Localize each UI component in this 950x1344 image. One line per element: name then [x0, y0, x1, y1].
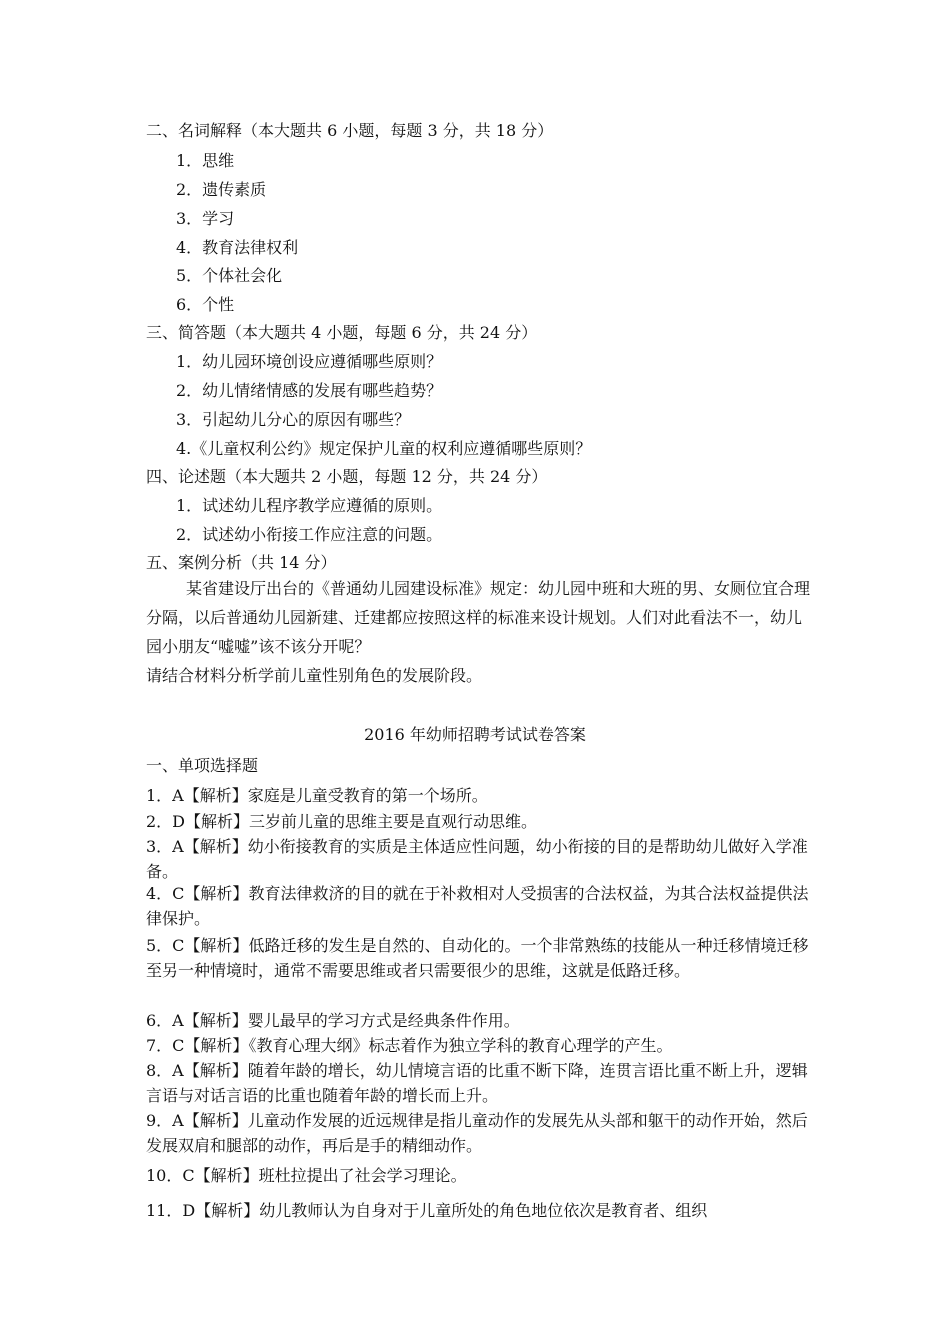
section-2-heading: 二、名词解释（本大题共 6 小题，每题 3 分，共 18 分）	[146, 121, 554, 140]
answer-text: 《教育心理大纲》标志着作为独立学科的教育心理学的产生。	[248, 1036, 673, 1055]
section-5-heading: 五、案例分析（共 14 分）	[146, 553, 337, 572]
answer-item	[146, 881, 811, 931]
answer-text: 婴儿最早的学习方式是经典条件作用。	[247, 1011, 520, 1030]
answer-prefix: 6．A【解析】	[146, 1011, 248, 1030]
answer-prefix: 3．A【解析】	[146, 837, 248, 856]
section-3-item: 2．幼儿情绪情感的发展有哪些趋势？	[176, 381, 443, 400]
answer-text: 三岁前儿童的思维主要是直观行动思维。	[249, 812, 538, 831]
case-question: 请结合材料分析学前儿童性别角色的发展阶段。	[146, 666, 483, 685]
answer-prefix: 9．A【解析】	[146, 1111, 248, 1130]
section-3-heading: 三、简答题（本大题共 4 小题，每题 6 分，共 24 分）	[146, 323, 538, 342]
answer-text: 幼小衔接教育的实质是主体适应性问题，幼小衔接的目的是帮助幼儿做好入学准备。	[146, 837, 808, 881]
section-2-item: 4．教育法律权利	[176, 238, 299, 257]
answer-item	[146, 1008, 811, 1033]
section-3-item: 4.《儿童权利公约》规定保护儿童的权利应遵循哪些原则？	[176, 439, 592, 458]
answer-text: 家庭是儿童受教育的第一个场所。	[247, 786, 488, 805]
section-4-heading: 四、论述题（本大题共 2 小题，每题 12 分，共 24 分）	[146, 467, 548, 486]
answer-item	[146, 1198, 811, 1223]
case-text: 某省建设厅出台的《普通幼儿园建设标准》规定：幼儿园中班和大班的男、女厕位宜合理分隔，以后普通幼儿园新建、迁建都应按照这样的标准来设计规划。人们对此看法不一，幼儿园小朋友“嘘嘘”该不该分开呢？	[146, 579, 811, 656]
answer-text: 班杜拉提出了社会学习理论。	[258, 1166, 467, 1185]
answer-prefix: 10．C【解析】	[146, 1166, 259, 1185]
section-2-item: 6．个性	[176, 295, 235, 314]
answer-text: 低路迁移的发生是自然的、自动化的。一个非常熟练的技能从一种迁移情境迁移至另一种情境时，通常不需要思维或者只需要很少的思维，这就是低路迁移。	[146, 936, 809, 980]
answer-item	[146, 809, 811, 834]
answer-text: 随着年龄的增长，幼儿情境言语的比重不断下降，连贯言语比重不断上升，逻辑言语与对话言语的比重也随着年龄的增长而上升。	[146, 1061, 808, 1105]
answer-item	[146, 1108, 811, 1158]
answer-prefix: 1．A【解析】	[146, 786, 248, 805]
section-3-item: 1．幼儿园环境创设应遵循哪些原则？	[176, 352, 443, 371]
answer-prefix: 11．D【解析】	[146, 1201, 260, 1220]
answer-prefix: 4．C【解析】	[146, 884, 249, 903]
section-2-item: 2．遗传素质	[176, 180, 267, 199]
section-2-item: 5．个体社会化	[176, 266, 283, 285]
section-4-item: 2．试述幼小衔接工作应注意的问题。	[176, 525, 443, 544]
section-2-item: 1．思维	[176, 151, 235, 170]
answer-prefix: 8．A【解析】	[146, 1061, 248, 1080]
answer-prefix: 7．C【解析】	[146, 1036, 249, 1055]
answers-title: 2016 年幼师招聘考试试卷答案	[364, 725, 586, 744]
answer-text: 幼儿教师认为自身对于儿童所处的角色地位依次是教育者、组织	[259, 1201, 708, 1220]
answer-item	[146, 1033, 811, 1058]
answer-text: 教育法律救济的目的就在于补救相对人受损害的合法权益，为其合法权益提供法律保护。	[146, 884, 809, 928]
section-4-item: 1．试述幼儿程序教学应遵循的原则。	[176, 496, 443, 515]
answer-item	[146, 1058, 811, 1108]
section-2-item: 3．学习	[176, 209, 235, 228]
answer-text: 儿童动作发展的近远规律是指儿童动作的发展先从头部和躯干的动作开始，然后发展双肩和腿部的动作，再后是手的精细动作。	[146, 1111, 808, 1155]
answer-item	[146, 783, 811, 808]
answer-item	[146, 933, 811, 983]
answer-prefix: 5．C【解析】	[146, 936, 249, 955]
section-3-item: 3．引起幼儿分心的原因有哪些？	[176, 410, 411, 429]
answer-prefix: 2．D【解析】	[146, 812, 250, 831]
answer-item	[146, 834, 811, 884]
answer-item	[146, 1163, 811, 1188]
answers-heading: 一、单项选择题	[146, 756, 259, 775]
